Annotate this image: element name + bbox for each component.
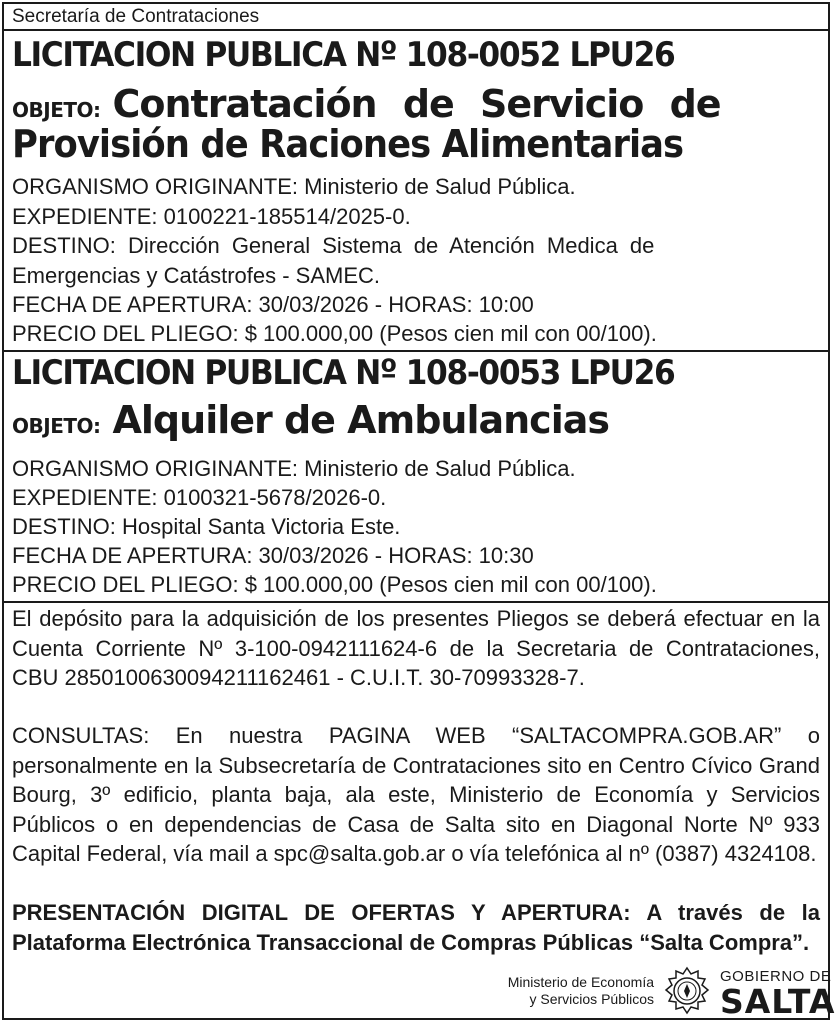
salta-coat-of-arms-icon xyxy=(662,966,712,1016)
tender1-objeto-line xyxy=(12,82,721,126)
tender1-title: LICITACION PUBLICA Nº 108-0052 LPU26 xyxy=(12,35,675,75)
tender1-objeto-line-2 xyxy=(12,122,683,166)
notice-frame xyxy=(2,2,836,1021)
separator-1 xyxy=(4,350,828,352)
ministerio-label xyxy=(492,974,654,1008)
tender1-objeto-label: OBJETO: xyxy=(12,98,101,122)
tender2-expediente: EXPEDIENTE: 0100321-5678/2026-0. xyxy=(12,485,387,510)
tender2-precio: PRECIO DEL PLIEGO: $ 100.000,00 (Pesos cien mil con 00/100). xyxy=(12,572,657,597)
separator-2 xyxy=(4,601,828,603)
tender1-expediente: EXPEDIENTE: 0100221-185514/2025-0. xyxy=(12,204,411,229)
tender2-objeto-label: OBJETO: xyxy=(12,414,101,438)
tender1-precio: PRECIO DEL PLIEGO: $ 100.000,00 (Pesos cien mil con 00/100). xyxy=(12,321,657,346)
salta-label: SALTA xyxy=(720,982,836,1021)
deposito-paragraph: El depósito para la adquisición de los presentes Pliegos se deberá efectuar en la Cuenta Corriente Nº 3-100-0942111624-6 de la Secretaria de Contrataciones, CBU 2850100630094211162461 - C.U.I.T. 30-70993328-7. xyxy=(12,606,820,690)
tender1-destino-2: Emergencias y Catástrofes - SAMEC. xyxy=(12,263,381,288)
tender2-organismo: ORGANISMO ORIGINANTE: Ministerio de Salud Pública. xyxy=(12,456,576,481)
ministerio-line-1: Ministerio de Economía xyxy=(507,974,654,990)
tender2-fecha: FECHA DE APERTURA: 30/03/2026 - HORAS: 10:30 xyxy=(12,543,534,568)
tender1-objeto-text-1: Contratación de Servicio de xyxy=(112,82,721,126)
tender2-destino: DESTINO: Hospital Santa Victoria Este. xyxy=(12,514,401,539)
tender1-objeto-text-2: Provisión de Raciones Alimentarias xyxy=(12,122,684,166)
tender1-fecha: FECHA DE APERTURA: 30/03/2026 - HORAS: 10:00 xyxy=(12,292,534,317)
header-title: Secretaría de Contrataciones xyxy=(12,6,260,27)
tender1-destino-1: DESTINO: Dirección General Sistema de Atención Medica de xyxy=(12,233,655,258)
government-logo xyxy=(492,962,836,1021)
consultas-paragraph: CONSULTAS: En nuestra PAGINA WEB “SALTACOMPRA.GOB.AR” o personalmente en la Subsecretaría de Contrataciones sito en Centro Cívico Grand Bourg, 3º edificio, planta baja, ala este, Ministerio de Economía y Servicios Públicos o en dependencias de Casa de Salta sito en Diagonal Norte Nº 933 Capital Federal, vía mail a spc@salta.gob.ar o vía telefónica al nº (0387) 4324108. xyxy=(12,723,820,866)
tender2-objeto-line xyxy=(12,398,609,442)
tender1-organismo: ORGANISMO ORIGINANTE: Ministerio de Salud Pública. xyxy=(12,174,576,199)
gobierno-label: GOBIERNO DE xyxy=(720,968,832,985)
header-bar xyxy=(4,4,828,31)
ministerio-line-2: y Servicios Públicos xyxy=(529,991,654,1007)
tender2-title: LICITACION PUBLICA Nº 108-0053 LPU26 xyxy=(12,353,675,393)
presentacion-paragraph: PRESENTACIÓN DIGITAL DE OFERTAS Y APERTURA: A través de la Plataforma Electrónica Transaccional de Compras Públicas “Salta Compra”. xyxy=(12,900,820,955)
tender2-objeto-text: Alquiler de Ambulancias xyxy=(112,398,609,442)
